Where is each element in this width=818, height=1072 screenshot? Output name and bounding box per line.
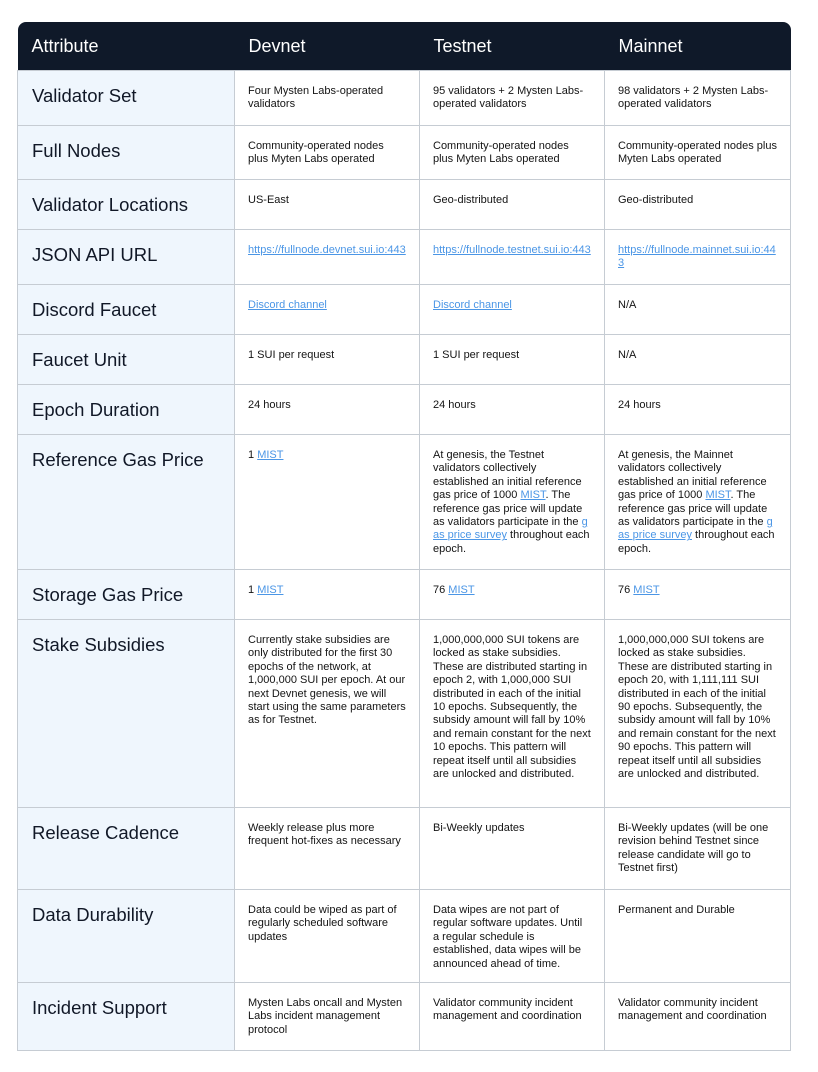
discord-faucet-mainnet: N/A: [605, 285, 791, 335]
faucet-unit-mainnet: N/A: [605, 335, 791, 385]
stake-subsidies-testnet: 1,000,000,000 SUI tokens are locked as stake subsidies. These are distributed starting in epoch 2, with 1,000,000 SUI distributed in each of the initial 10 epochs. Subsequently, the subsidy amount will fall by 10% and remain constant for the next 10 epochs. This pattern will repeat itself until all subsidies are unlocked and distributed.: [420, 620, 605, 808]
reference-gas-price-testnet-text-1: At genesis, the Testnet validators collectively established an initial reference gas price of 1000: [433, 449, 582, 502]
row-validator-set: [18, 71, 791, 126]
header-devnet: Devnet: [235, 22, 420, 71]
incident-support-devnet: Mysten Labs oncall and Mysten Labs incident management protocol: [235, 983, 420, 1051]
reference-gas-price-devnet-mist-link[interactable]: MIST: [257, 449, 284, 461]
storage-gas-price-testnet-value: 76: [433, 584, 449, 596]
json-api-url-devnet-link[interactable]: https://fullnode.devnet.sui.io:443: [248, 244, 406, 256]
discord-faucet-devnet-link[interactable]: Discord channel: [248, 299, 327, 311]
json-api-url-devnet-cell: [235, 230, 420, 285]
row-json-api-url: [18, 230, 791, 285]
validator-set-label: Validator Set: [18, 71, 235, 126]
full-nodes-devnet: Community-operated nodes plus Myten Labs operated: [235, 126, 420, 180]
faucet-unit-devnet: 1 SUI per request: [235, 335, 420, 385]
storage-gas-price-testnet-mist-link[interactable]: MIST: [448, 584, 475, 596]
json-api-url-mainnet-cell: [605, 230, 791, 285]
full-nodes-label: Full Nodes: [18, 126, 235, 180]
storage-gas-price-mainnet: [605, 570, 791, 620]
data-durability-label: Data Durability: [18, 890, 235, 983]
data-durability-mainnet: Permanent and Durable: [605, 890, 791, 983]
data-durability-testnet: Data wipes are not part of regular software updates. Until a regular schedule is established, data wipes will be announced ahead of time.: [420, 890, 605, 983]
json-api-url-testnet-link[interactable]: https://fullnode.testnet.sui.io:443: [433, 244, 591, 256]
incident-support-label: Incident Support: [18, 983, 235, 1051]
validator-set-devnet: Four Mysten Labs-operated validators: [235, 71, 420, 126]
row-faucet-unit: [18, 335, 791, 385]
release-cadence-testnet: Bi-Weekly updates: [420, 808, 605, 890]
network-comparison-table: [17, 22, 791, 1051]
discord-faucet-testnet-link[interactable]: Discord channel: [433, 299, 512, 311]
storage-gas-price-devnet-value: 1: [248, 584, 258, 596]
reference-gas-price-testnet-text-2: . The reference gas price will update as validators participate in the: [433, 489, 583, 529]
release-cadence-mainnet: Bi-Weekly updates (will be one revision behind Testnet since release candidate will go to Testnet first): [605, 808, 791, 890]
reference-gas-price-mainnet-mist-link[interactable]: MIST: [705, 489, 731, 502]
storage-gas-price-mainnet-value: 76: [618, 584, 634, 596]
header-mainnet: Mainnet: [605, 22, 791, 71]
json-api-url-testnet-cell: [420, 230, 605, 285]
epoch-duration-mainnet: 24 hours: [605, 385, 791, 435]
reference-gas-price-testnet-mist-link[interactable]: MIST: [520, 489, 546, 502]
validator-locations-testnet: Geo-distributed: [420, 180, 605, 230]
discord-faucet-label: Discord Faucet: [18, 285, 235, 335]
release-cadence-devnet: Weekly release plus more frequent hot-fixes as necessary: [235, 808, 420, 890]
validator-locations-devnet: US-East: [235, 180, 420, 230]
reference-gas-price-testnet-text-3: throughout each epoch.: [433, 529, 590, 555]
validator-locations-label: Validator Locations: [18, 180, 235, 230]
row-validator-locations: [18, 180, 791, 230]
row-reference-gas-price: [18, 435, 791, 570]
reference-gas-price-mainnet-text-3: throughout each epoch.: [618, 529, 775, 555]
row-data-durability: [18, 890, 791, 983]
storage-gas-price-devnet: [235, 570, 420, 620]
stake-subsidies-label: Stake Subsidies: [18, 620, 235, 808]
release-cadence-label: Release Cadence: [18, 808, 235, 890]
full-nodes-mainnet: Community-operated nodes plus Myten Labs operated: [605, 126, 791, 180]
reference-gas-price-mainnet-text-2: . The reference gas price will update as validators participate in the: [618, 489, 768, 529]
reference-gas-price-testnet-survey-link[interactable]: gas price survey: [433, 516, 588, 542]
stake-subsidies-devnet: Currently stake subsidies are only distributed for the first 30 epochs of the network, at 1,000,000 SUI per epoch. At our next Devnet genesis, we will start using the same parameters as for Testnet.: [235, 620, 420, 808]
reference-gas-price-testnet: [420, 435, 605, 570]
reference-gas-price-mainnet-survey-link[interactable]: gas price survey: [618, 516, 773, 542]
reference-gas-price-devnet-value: 1: [248, 449, 258, 461]
json-api-url-label: JSON API URL: [18, 230, 235, 285]
row-full-nodes: [18, 126, 791, 180]
row-incident-support: [18, 983, 791, 1051]
incident-support-testnet: Validator community incident management and coordination: [420, 983, 605, 1051]
epoch-duration-testnet: 24 hours: [420, 385, 605, 435]
discord-faucet-devnet-cell: [235, 285, 420, 335]
header-row: [18, 22, 791, 71]
stake-subsidies-mainnet: 1,000,000,000 SUI tokens are locked as stake subsidies. These are distributed starting in epoch 20, with 1,111,111 SUI distributed in each of the initial 90 epochs. Subsequently, the subsidy amount will fall by 10% and remain constant for the next 90 epochs. This pattern will repeat itself until all subsidies are unlocked and distributed.: [605, 620, 791, 808]
epoch-duration-devnet: 24 hours: [235, 385, 420, 435]
faucet-unit-testnet: 1 SUI per request: [420, 335, 605, 385]
full-nodes-testnet: Community-operated nodes plus Myten Labs operated: [420, 126, 605, 180]
network-comparison-table-container: [17, 22, 790, 1051]
validator-set-mainnet: 98 validators + 2 Mysten Labs-operated validators: [605, 71, 791, 126]
row-release-cadence: [18, 808, 791, 890]
storage-gas-price-devnet-mist-link[interactable]: MIST: [257, 584, 284, 596]
reference-gas-price-mainnet: [605, 435, 791, 570]
reference-gas-price-label: Reference Gas Price: [18, 435, 235, 570]
header-testnet: Testnet: [420, 22, 605, 71]
storage-gas-price-mainnet-mist-link[interactable]: MIST: [633, 584, 660, 596]
reference-gas-price-mainnet-text-1: At genesis, the Mainnet validators collectively established an initial reference gas price of 1000: [618, 449, 767, 502]
row-discord-faucet: [18, 285, 791, 335]
validator-locations-mainnet: Geo-distributed: [605, 180, 791, 230]
validator-set-testnet: 95 validators + 2 Mysten Labs-operated validators: [420, 71, 605, 126]
storage-gas-price-label: Storage Gas Price: [18, 570, 235, 620]
discord-faucet-testnet-cell: [420, 285, 605, 335]
incident-support-mainnet: Validator community incident management and coordination: [605, 983, 791, 1051]
row-epoch-duration: [18, 385, 791, 435]
reference-gas-price-devnet: [235, 435, 420, 570]
row-stake-subsidies: [18, 620, 791, 808]
header-attribute: Attribute: [18, 22, 235, 71]
data-durability-devnet: Data could be wiped as part of regularly scheduled software updates: [235, 890, 420, 983]
row-storage-gas-price: [18, 570, 791, 620]
epoch-duration-label: Epoch Duration: [18, 385, 235, 435]
storage-gas-price-testnet: [420, 570, 605, 620]
json-api-url-mainnet-link[interactable]: https://fullnode.mainnet.sui.io:443: [618, 244, 776, 270]
faucet-unit-label: Faucet Unit: [18, 335, 235, 385]
